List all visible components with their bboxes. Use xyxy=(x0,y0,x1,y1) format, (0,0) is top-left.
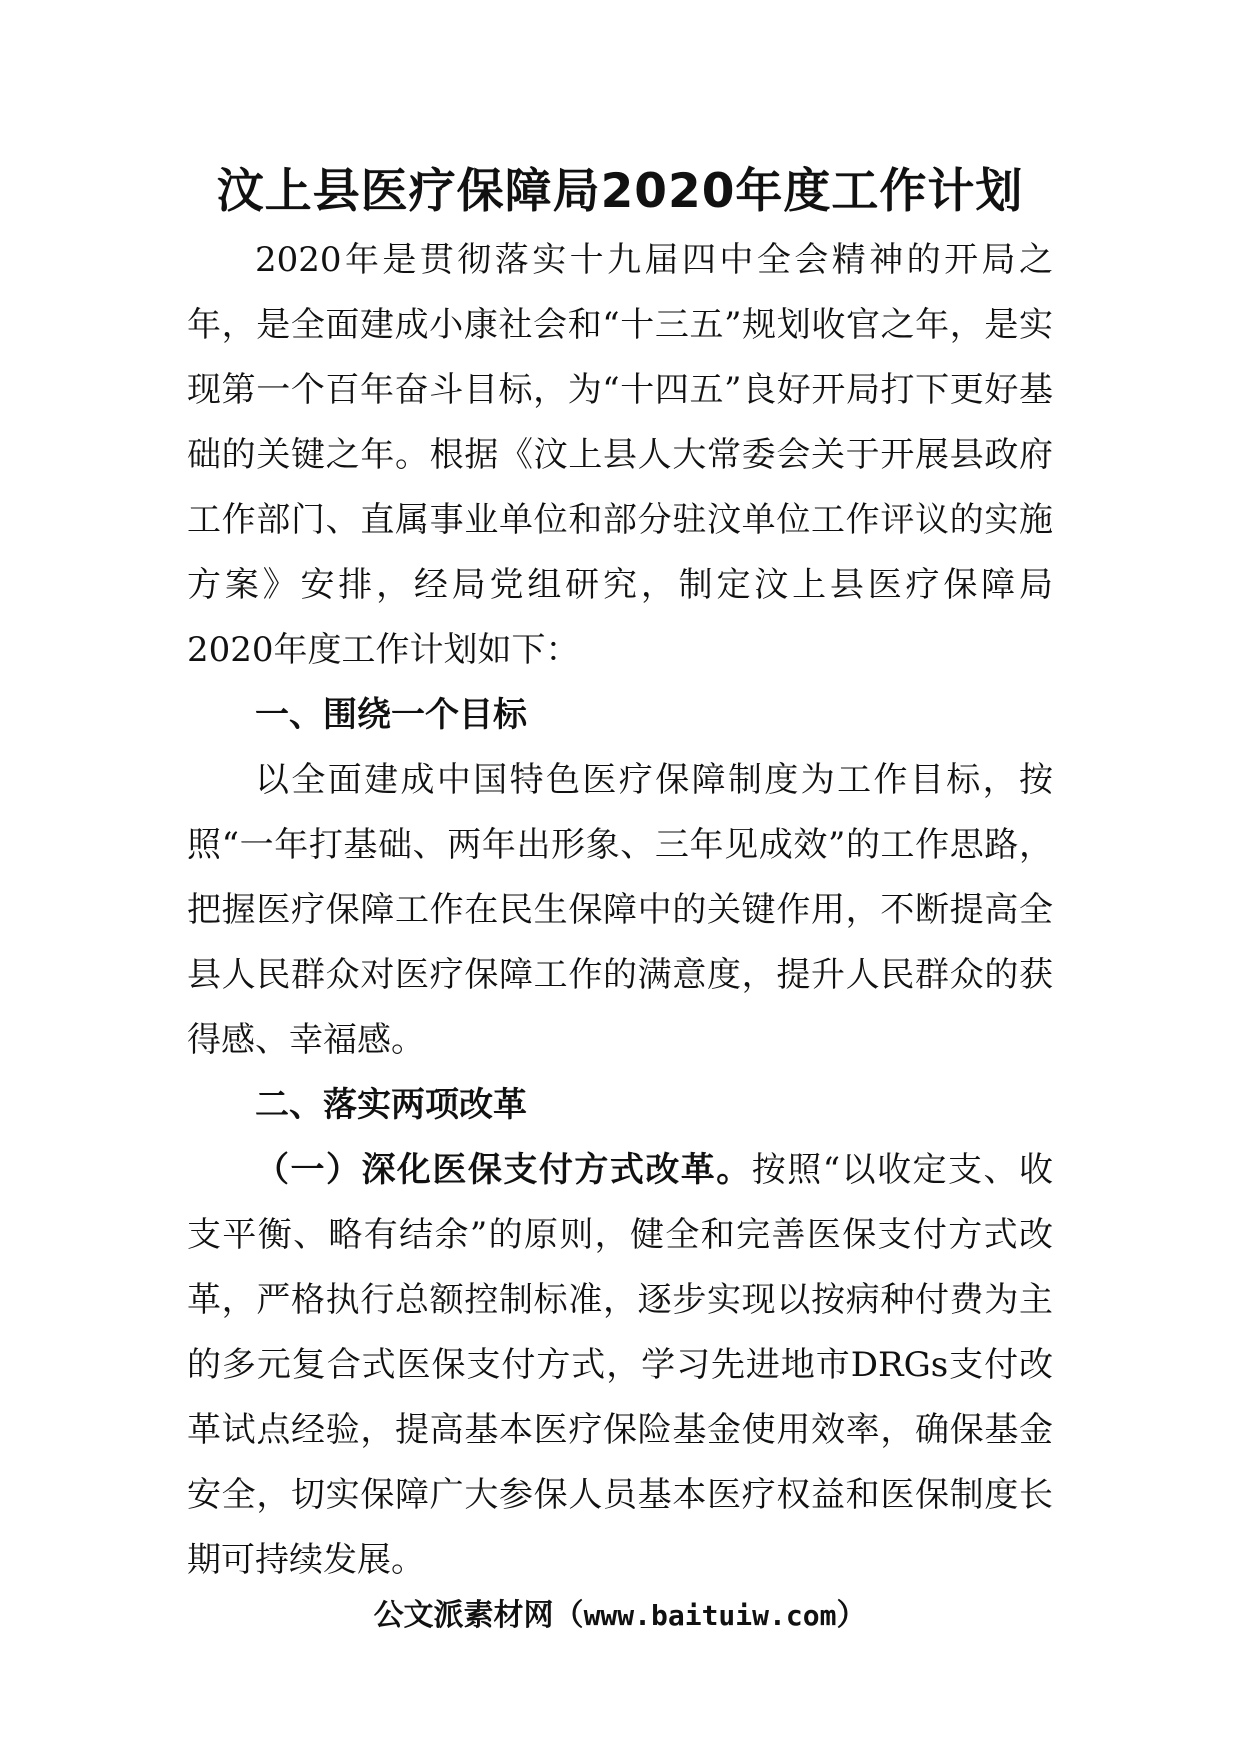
section-2-item-1-paragraph xyxy=(187,1138,1053,1593)
section-2-heading: 二、落实两项改革 xyxy=(255,1085,527,1125)
document-body xyxy=(187,228,1053,1593)
section-1-paragraph: 以全面建成中国特色医疗保障制度为工作目标，按照“一年打基础、两年出形象、三年见成效”的工作思路，把握医疗保障工作在民生保障中的关键作用，不断提高全县人民群众对医疗保障工作的满意度，提升人民群众的获得感、幸福感。 xyxy=(187,760,1053,1060)
section-2-item-1-text: 按照“以收定支、收支平衡、略有结余”的原则，健全和完善医保支付方式改革，严格执行总额控制标准，逐步实现以按病种付费为主的多元复合式医保支付方式，学习先进地市DRGs支付改革试点经验，提高基本医疗保险基金使用效率，确保基金安全，切实保障广大参保人员基本医疗权益和医保制度长期可持续发展。 xyxy=(187,1150,1054,1580)
footer-watermark xyxy=(0,1596,1240,1636)
intro-paragraph: 2020年是贯彻落实十九届四中全会精神的开局之年，是全面建成小康社会和“十三五”规划收官之年，是实现第一个百年奋斗目标，为“十四五”良好开局打下更好基础的关键之年。根据《汶上县人大常委会关于开展县政府工作部门、直属事业单位和部分驻汶单位工作评议的实施方案》安排，经局党组研究，制定汶上县医疗保障局2020年度工作计划如下： xyxy=(187,240,1053,670)
footer-site-name: 公文派素材网（ xyxy=(373,1598,584,1633)
section-1-heading: 一、围绕一个目标 xyxy=(255,695,527,735)
footer-url-link[interactable]: www.baituiw.com xyxy=(583,1599,837,1632)
footer-suffix: ） xyxy=(836,1598,867,1633)
section-2-item-1-lead: （一）深化医保支付方式改革。 xyxy=(255,1150,752,1190)
document-title: 汶上县医疗保障局2020年度工作计划 xyxy=(216,164,1024,219)
